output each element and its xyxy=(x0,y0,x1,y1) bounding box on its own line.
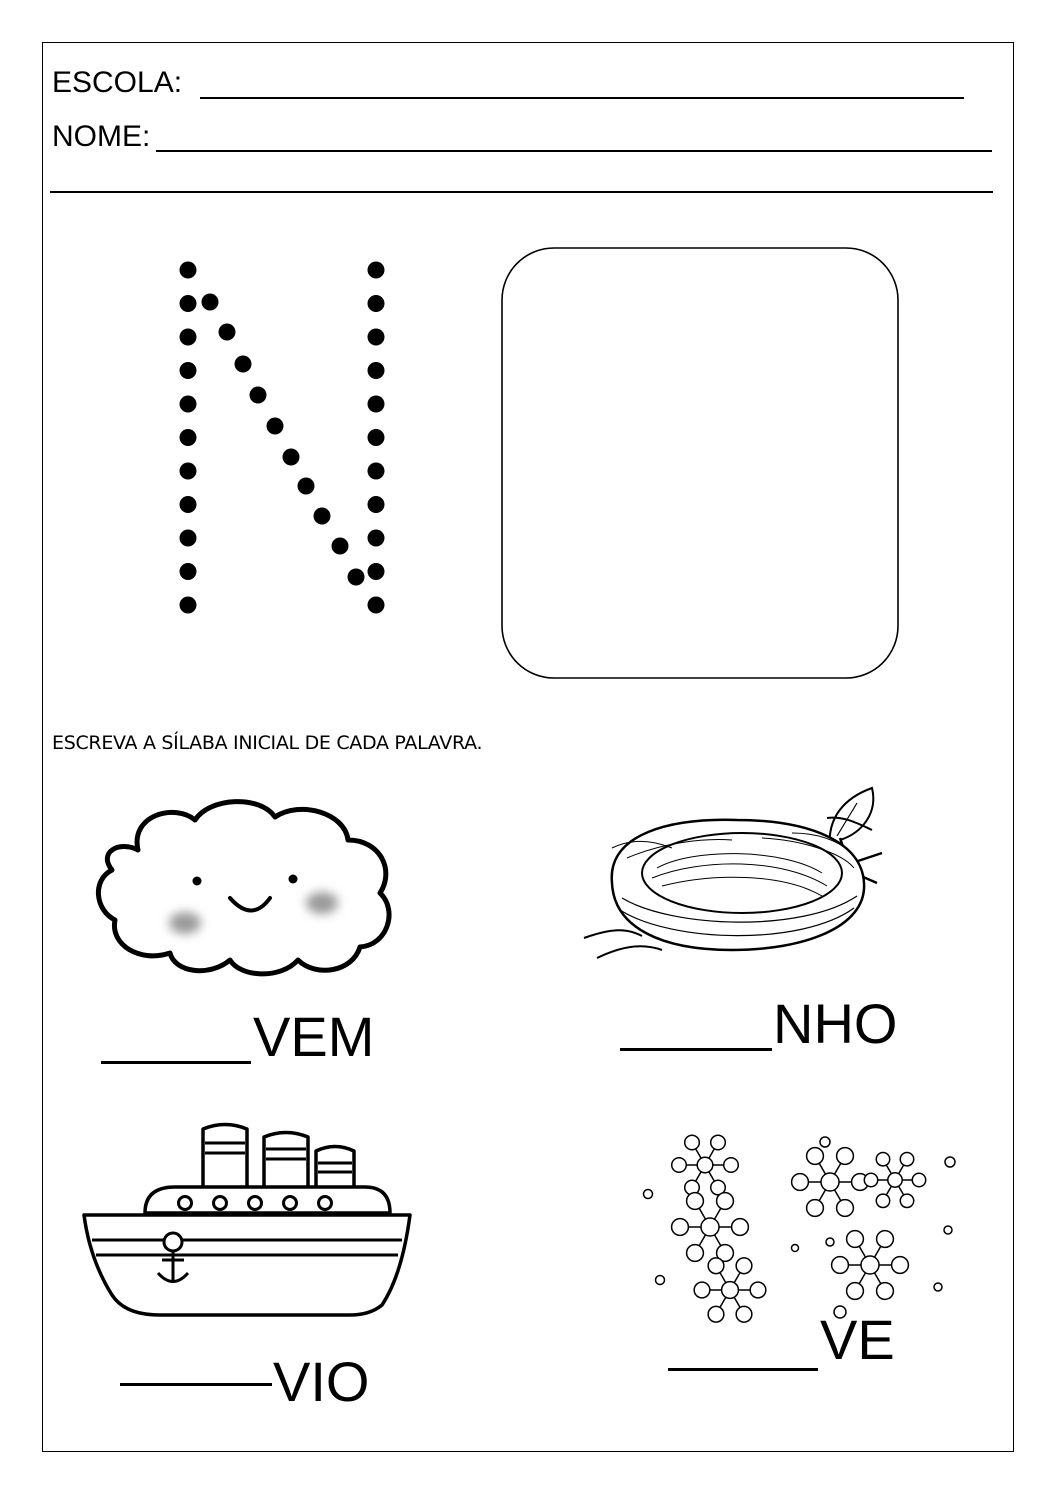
cloud-image xyxy=(90,795,400,980)
school-label: ESCOLA: xyxy=(52,66,183,99)
snowflake xyxy=(694,1258,766,1322)
drawing-box[interactable] xyxy=(500,246,900,680)
syllable-ve: VE xyxy=(820,1308,895,1371)
snow-dot xyxy=(944,1226,952,1234)
snowflake xyxy=(672,1193,749,1262)
blank-line-nho[interactable] xyxy=(620,1048,772,1051)
snow-dot xyxy=(792,1245,799,1252)
nest-image xyxy=(582,778,892,973)
school-answer-line[interactable] xyxy=(200,97,964,99)
syllable-nho: NHO xyxy=(773,992,898,1055)
snowflake xyxy=(864,1152,925,1207)
snowflakes-image xyxy=(630,1130,970,1325)
instruction-text: ESCREVA A SÍLABA INICIAL DE CADA PALAVRA. xyxy=(52,732,483,754)
snowflake xyxy=(792,1148,869,1217)
blank-line-vio[interactable] xyxy=(120,1383,272,1386)
syllable-vem: VEM xyxy=(253,1005,375,1068)
syllable-vio: VIO xyxy=(273,1350,370,1413)
blank-line-ve[interactable] xyxy=(668,1368,818,1371)
snowflake xyxy=(832,1231,909,1300)
snow-dot xyxy=(826,1238,834,1246)
snow-dot xyxy=(644,1190,653,1199)
ship-image xyxy=(80,1115,415,1325)
name-label: NOME: xyxy=(52,120,151,153)
snow-dot xyxy=(934,1283,942,1291)
snow-dot xyxy=(656,1276,665,1285)
snow-dot xyxy=(820,1137,830,1147)
name-answer-line[interactable] xyxy=(156,150,992,152)
snowflake xyxy=(672,1135,739,1195)
extra-answer-line[interactable] xyxy=(50,191,993,193)
blank-line-vem[interactable] xyxy=(101,1061,251,1064)
snow-dot xyxy=(945,1157,955,1167)
